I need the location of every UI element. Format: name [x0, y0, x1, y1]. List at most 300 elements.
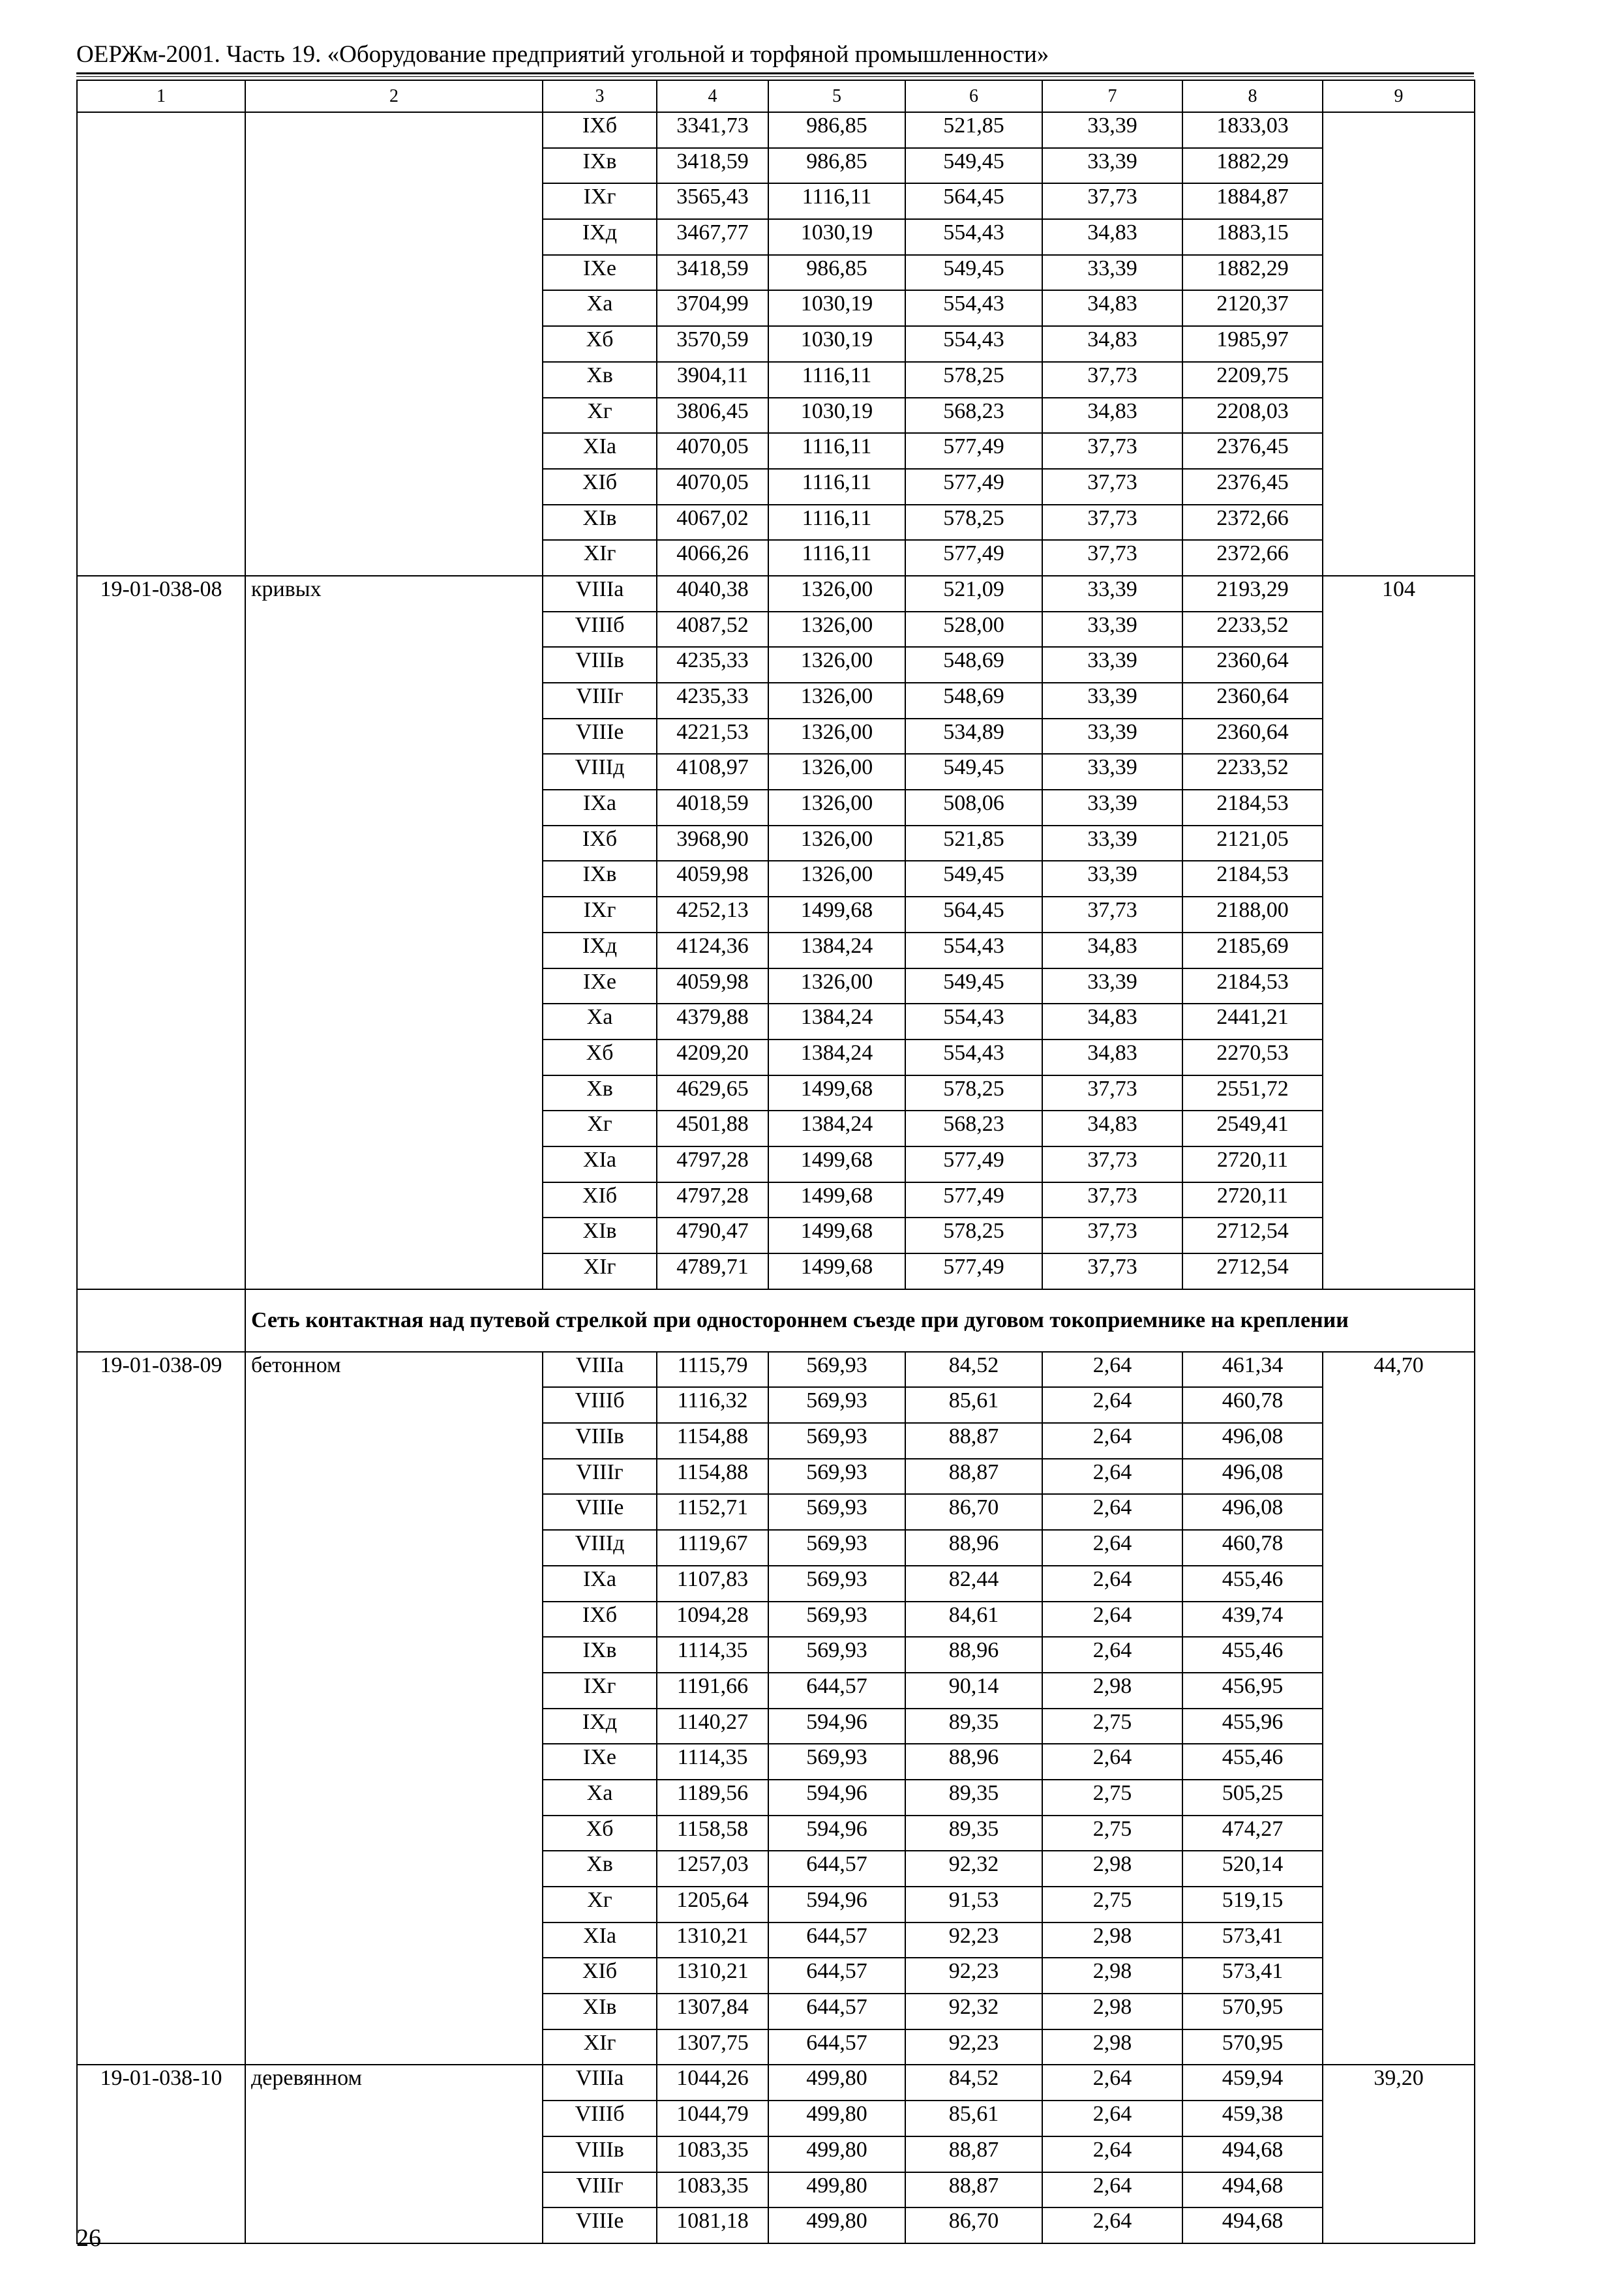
- value-cell: 2441,21: [1182, 1004, 1323, 1040]
- item-name-cell: [245, 2207, 543, 2243]
- item-name-cell: [245, 1887, 543, 1922]
- value-cell: 548,69: [905, 647, 1042, 683]
- col9-cell: [1323, 1780, 1475, 1816]
- value-cell: 4629,65: [657, 1075, 768, 1111]
- item-code-cell: [77, 1075, 245, 1111]
- col9-cell: [1323, 826, 1475, 861]
- value-cell: 986,85: [768, 255, 905, 291]
- item-name-cell: [245, 362, 543, 398]
- value-cell: 88,87: [905, 2172, 1042, 2208]
- item-name-cell: [245, 1387, 543, 1423]
- value-cell: 549,45: [905, 255, 1042, 291]
- value-cell: 1030,19: [768, 398, 905, 434]
- value-cell: 1882,29: [1182, 255, 1323, 291]
- value-cell: 3904,11: [657, 362, 768, 398]
- item-name-cell: [245, 1566, 543, 1602]
- value-cell: XIб: [543, 1958, 657, 1994]
- table-row: [77, 1494, 1475, 1530]
- value-cell: 521,09: [905, 576, 1042, 612]
- column-number-cell: 4: [657, 80, 768, 112]
- value-cell: Xа: [543, 1780, 657, 1816]
- item-name-cell: [245, 754, 543, 790]
- value-cell: IXе: [543, 968, 657, 1004]
- table-row: [77, 255, 1475, 291]
- value-cell: VIIIб: [543, 1387, 657, 1423]
- item-code-cell: [77, 683, 245, 719]
- value-cell: 2209,75: [1182, 362, 1323, 398]
- value-cell: 33,39: [1042, 861, 1182, 897]
- col9-cell: [1323, 1566, 1475, 1602]
- item-code-cell: [77, 1922, 245, 1958]
- item-name-cell: [245, 112, 543, 148]
- value-cell: 2,98: [1042, 1851, 1182, 1887]
- value-cell: 92,32: [905, 1994, 1042, 2029]
- col9-cell: [1323, 1673, 1475, 1709]
- item-name-cell: [245, 1922, 543, 1958]
- item-name-cell: [245, 540, 543, 576]
- value-cell: 2208,03: [1182, 398, 1323, 434]
- value-cell: 534,89: [905, 719, 1042, 755]
- table-row: [77, 1146, 1475, 1182]
- item-code-cell: [77, 1459, 245, 1495]
- value-cell: IXе: [543, 255, 657, 291]
- value-cell: 88,96: [905, 1744, 1042, 1780]
- value-cell: 508,06: [905, 790, 1042, 826]
- value-cell: 1883,15: [1182, 219, 1323, 255]
- value-cell: 455,46: [1182, 1637, 1323, 1673]
- value-cell: 84,52: [905, 1352, 1042, 1388]
- value-cell: 2,64: [1042, 1352, 1182, 1388]
- value-cell: 4209,20: [657, 1040, 768, 1075]
- value-cell: 86,70: [905, 1494, 1042, 1530]
- item-name-cell: [245, 1423, 543, 1459]
- col9-cell: [1323, 612, 1475, 648]
- item-name-cell: [245, 897, 543, 933]
- value-cell: VIIIа: [543, 576, 657, 612]
- value-cell: 460,78: [1182, 1530, 1323, 1566]
- col9-cell: [1323, 2029, 1475, 2065]
- col9-cell: [1323, 1887, 1475, 1922]
- value-cell: IXд: [543, 219, 657, 255]
- item-name-cell: [245, 1182, 543, 1218]
- item-code-cell: [77, 1253, 245, 1289]
- value-cell: 1116,11: [768, 183, 905, 219]
- table-row: [77, 790, 1475, 826]
- value-cell: 4252,13: [657, 897, 768, 933]
- item-code-cell: [77, 1673, 245, 1709]
- item-name-cell: [245, 683, 543, 719]
- value-cell: 2376,45: [1182, 469, 1323, 505]
- value-cell: 3570,59: [657, 326, 768, 362]
- item-name-cell: [245, 469, 543, 505]
- value-cell: 2720,11: [1182, 1182, 1323, 1218]
- table-body: [77, 80, 1475, 2243]
- value-cell: 554,43: [905, 1040, 1042, 1075]
- item-name-cell: [245, 1004, 543, 1040]
- table-row: [77, 469, 1475, 505]
- value-cell: 1833,03: [1182, 112, 1323, 148]
- value-cell: 2184,53: [1182, 861, 1323, 897]
- value-cell: 33,39: [1042, 112, 1182, 148]
- value-cell: 1326,00: [768, 861, 905, 897]
- column-number-cell: 8: [1182, 80, 1323, 112]
- value-cell: IXв: [543, 1637, 657, 1673]
- value-cell: 460,78: [1182, 1387, 1323, 1423]
- header-rule: [76, 72, 1474, 74]
- table-row: [77, 183, 1475, 219]
- value-cell: VIIIа: [543, 1352, 657, 1388]
- value-cell: 568,23: [905, 398, 1042, 434]
- value-cell: 2,98: [1042, 2029, 1182, 2065]
- value-cell: 4108,97: [657, 754, 768, 790]
- value-cell: 3341,73: [657, 112, 768, 148]
- item-code-cell: [77, 2136, 245, 2172]
- col9-cell: [1323, 754, 1475, 790]
- item-code-cell: [77, 290, 245, 326]
- column-number-cell: 9: [1323, 80, 1475, 112]
- item-name-cell: [245, 1530, 543, 1566]
- col9-cell: [1323, 933, 1475, 968]
- item-code-cell: [77, 2172, 245, 2208]
- value-cell: 1499,68: [768, 1182, 905, 1218]
- col9-cell: [1323, 647, 1475, 683]
- value-cell: 569,93: [768, 1637, 905, 1673]
- section-row: [77, 1289, 1475, 1352]
- value-cell: 1094,28: [657, 1602, 768, 1638]
- value-cell: VIIIг: [543, 683, 657, 719]
- value-cell: 494,68: [1182, 2136, 1323, 2172]
- value-cell: 85,61: [905, 1387, 1042, 1423]
- value-cell: 2,64: [1042, 1602, 1182, 1638]
- value-cell: 1154,88: [657, 1423, 768, 1459]
- table-row: [77, 1673, 1475, 1709]
- value-cell: IXб: [543, 112, 657, 148]
- item-name-cell: деревянном: [245, 2065, 543, 2101]
- col9-cell: [1323, 505, 1475, 541]
- value-cell: 455,46: [1182, 1744, 1323, 1780]
- value-cell: 2,75: [1042, 1709, 1182, 1744]
- col9-cell: [1323, 362, 1475, 398]
- value-cell: 2,98: [1042, 1673, 1182, 1709]
- value-cell: 37,73: [1042, 362, 1182, 398]
- value-cell: 2,98: [1042, 1994, 1182, 2029]
- item-code-cell: [77, 1218, 245, 1253]
- table-row: [77, 1922, 1475, 1958]
- item-code-cell: [77, 1780, 245, 1816]
- value-cell: 1326,00: [768, 647, 905, 683]
- value-cell: 33,39: [1042, 647, 1182, 683]
- value-cell: 554,43: [905, 326, 1042, 362]
- value-cell: 84,61: [905, 1602, 1042, 1638]
- value-cell: 2,64: [1042, 1744, 1182, 1780]
- item-code-cell: [77, 1423, 245, 1459]
- value-cell: 1326,00: [768, 719, 905, 755]
- value-cell: 1030,19: [768, 290, 905, 326]
- value-cell: IXв: [543, 148, 657, 184]
- value-cell: 528,00: [905, 612, 1042, 648]
- value-cell: 92,23: [905, 1922, 1042, 1958]
- value-cell: 4018,59: [657, 790, 768, 826]
- value-cell: XIа: [543, 1922, 657, 1958]
- col9-cell: [1323, 1146, 1475, 1182]
- value-cell: 577,49: [905, 1253, 1042, 1289]
- value-cell: 570,95: [1182, 1994, 1323, 2029]
- item-name-cell: [245, 861, 543, 897]
- table-row: [77, 1218, 1475, 1253]
- col9-cell: [1323, 1075, 1475, 1111]
- value-cell: 37,73: [1042, 1218, 1182, 1253]
- col9-cell: [1323, 1218, 1475, 1253]
- item-name-cell: [245, 1075, 543, 1111]
- item-code-cell: 19-01-038-10: [77, 2065, 245, 2101]
- value-cell: 549,45: [905, 148, 1042, 184]
- table-row: [77, 362, 1475, 398]
- value-cell: 505,25: [1182, 1780, 1323, 1816]
- value-cell: 461,34: [1182, 1352, 1323, 1388]
- value-cell: 88,87: [905, 1459, 1042, 1495]
- item-name-cell: [245, 398, 543, 434]
- item-name-cell: [245, 505, 543, 541]
- value-cell: 33,39: [1042, 255, 1182, 291]
- value-cell: 85,61: [905, 2101, 1042, 2136]
- value-cell: 573,41: [1182, 1922, 1323, 1958]
- item-name-cell: кривых: [245, 576, 543, 612]
- item-code-cell: [77, 1994, 245, 2029]
- table-row: [77, 398, 1475, 434]
- value-cell: 499,80: [768, 2136, 905, 2172]
- item-code-cell: [77, 362, 245, 398]
- table-row: [77, 2065, 1475, 2101]
- value-cell: 1189,56: [657, 1780, 768, 1816]
- value-cell: 1030,19: [768, 326, 905, 362]
- col9-cell: [1323, 183, 1475, 219]
- value-cell: 459,94: [1182, 2065, 1323, 2101]
- value-cell: 88,96: [905, 1637, 1042, 1673]
- value-cell: 1499,68: [768, 1253, 905, 1289]
- value-cell: 569,93: [768, 1352, 905, 1388]
- item-name-cell: [245, 148, 543, 184]
- value-cell: 4797,28: [657, 1182, 768, 1218]
- col9-cell: [1323, 326, 1475, 362]
- value-cell: XIв: [543, 1218, 657, 1253]
- item-code-cell: [77, 183, 245, 219]
- table-row: [77, 326, 1475, 362]
- value-cell: 2184,53: [1182, 968, 1323, 1004]
- item-name-cell: [245, 1851, 543, 1887]
- item-code-cell: [77, 1494, 245, 1530]
- item-code-cell: [77, 897, 245, 933]
- value-cell: 37,73: [1042, 1182, 1182, 1218]
- table-row: [77, 897, 1475, 933]
- value-cell: 1116,11: [768, 540, 905, 576]
- item-name-cell: [245, 2101, 543, 2136]
- value-cell: 569,93: [768, 1566, 905, 1602]
- value-cell: VIIIг: [543, 1459, 657, 1495]
- item-name-cell: [245, 1253, 543, 1289]
- value-cell: 594,96: [768, 1887, 905, 1922]
- value-cell: 86,70: [905, 2207, 1042, 2243]
- table-row: [77, 933, 1475, 968]
- value-cell: 644,57: [768, 1922, 905, 1958]
- value-cell: 37,73: [1042, 469, 1182, 505]
- table-row: [77, 1994, 1475, 2029]
- value-cell: 2,64: [1042, 2172, 1182, 2208]
- header-rule-thin: [76, 76, 1474, 77]
- table-row: [77, 1887, 1475, 1922]
- value-cell: 644,57: [768, 2029, 905, 2065]
- value-cell: 4790,47: [657, 1218, 768, 1253]
- table-row: [77, 1602, 1475, 1638]
- value-cell: 569,93: [768, 1602, 905, 1638]
- value-cell: 34,83: [1042, 1004, 1182, 1040]
- value-cell: Xа: [543, 290, 657, 326]
- col9-cell: [1323, 897, 1475, 933]
- value-cell: 578,25: [905, 1075, 1042, 1111]
- col9-cell: [1323, 540, 1475, 576]
- item-name-cell: [245, 826, 543, 861]
- item-code-cell: [77, 968, 245, 1004]
- table-row: [77, 1040, 1475, 1075]
- item-name-cell: [245, 1780, 543, 1816]
- value-cell: IXб: [543, 1602, 657, 1638]
- value-cell: 3418,59: [657, 148, 768, 184]
- value-cell: 499,80: [768, 2101, 905, 2136]
- table-row: [77, 647, 1475, 683]
- column-number-cell: 3: [543, 80, 657, 112]
- value-cell: 569,93: [768, 1423, 905, 1459]
- item-name-cell: [245, 1958, 543, 1994]
- section-blank-cell: [77, 1289, 245, 1352]
- item-code-cell: [77, 1566, 245, 1602]
- value-cell: Xг: [543, 398, 657, 434]
- value-cell: 549,45: [905, 861, 1042, 897]
- value-cell: VIIIб: [543, 612, 657, 648]
- table-row: [77, 219, 1475, 255]
- value-cell: 1307,75: [657, 2029, 768, 2065]
- value-cell: 92,32: [905, 1851, 1042, 1887]
- value-cell: 2121,05: [1182, 826, 1323, 861]
- value-cell: VIIIв: [543, 2136, 657, 2172]
- value-cell: 34,83: [1042, 290, 1182, 326]
- table-row: [77, 1958, 1475, 1994]
- column-number-cell: 7: [1042, 80, 1182, 112]
- value-cell: Xб: [543, 326, 657, 362]
- value-cell: 594,96: [768, 1709, 905, 1744]
- value-cell: VIIIе: [543, 2207, 657, 2243]
- col9-cell: [1323, 1253, 1475, 1289]
- table-row: [77, 1566, 1475, 1602]
- col9-cell: [1323, 148, 1475, 184]
- value-cell: 89,35: [905, 1816, 1042, 1851]
- value-cell: 1158,58: [657, 1816, 768, 1851]
- value-cell: 2193,29: [1182, 576, 1323, 612]
- value-cell: 3418,59: [657, 255, 768, 291]
- value-cell: Xв: [543, 362, 657, 398]
- col9-cell: [1323, 219, 1475, 255]
- col9-cell: [1323, 1004, 1475, 1040]
- value-cell: 3467,77: [657, 219, 768, 255]
- col9-cell: [1323, 1387, 1475, 1423]
- value-cell: 88,87: [905, 2136, 1042, 2172]
- value-cell: 986,85: [768, 148, 905, 184]
- value-cell: 4379,88: [657, 1004, 768, 1040]
- item-code-cell: [77, 255, 245, 291]
- value-cell: 33,39: [1042, 612, 1182, 648]
- value-cell: 564,45: [905, 897, 1042, 933]
- col9-cell: [1323, 2136, 1475, 2172]
- table-row: [77, 1530, 1475, 1566]
- value-cell: 1499,68: [768, 1146, 905, 1182]
- value-cell: 33,39: [1042, 719, 1182, 755]
- item-code-cell: [77, 1709, 245, 1744]
- value-cell: 521,85: [905, 112, 1042, 148]
- value-cell: 569,93: [768, 1494, 905, 1530]
- value-cell: 2,75: [1042, 1816, 1182, 1851]
- table-row: [77, 148, 1475, 184]
- value-cell: IXе: [543, 1744, 657, 1780]
- col9-cell: 39,20: [1323, 2065, 1475, 2101]
- value-cell: 33,39: [1042, 826, 1182, 861]
- table-row: [77, 1780, 1475, 1816]
- item-code-cell: [77, 112, 245, 148]
- value-cell: 2,75: [1042, 1780, 1182, 1816]
- value-cell: 1083,35: [657, 2136, 768, 2172]
- value-cell: 644,57: [768, 1958, 905, 1994]
- item-code-cell: [77, 1387, 245, 1423]
- col9-cell: 44,70: [1323, 1352, 1475, 1388]
- value-cell: Xб: [543, 1816, 657, 1851]
- item-name-cell: [245, 1602, 543, 1638]
- item-name-cell: [245, 1494, 543, 1530]
- value-cell: IXа: [543, 790, 657, 826]
- item-code-cell: [77, 2101, 245, 2136]
- value-cell: 89,35: [905, 1780, 1042, 1816]
- table-row: [77, 1709, 1475, 1744]
- value-cell: Xг: [543, 1887, 657, 1922]
- value-cell: 33,39: [1042, 683, 1182, 719]
- value-cell: VIIIв: [543, 1423, 657, 1459]
- value-cell: 1384,24: [768, 1040, 905, 1075]
- value-cell: 521,85: [905, 826, 1042, 861]
- value-cell: 573,41: [1182, 1958, 1323, 1994]
- value-cell: 2360,64: [1182, 647, 1323, 683]
- value-cell: 456,95: [1182, 1673, 1323, 1709]
- value-cell: 1114,35: [657, 1744, 768, 1780]
- value-cell: 1191,66: [657, 1673, 768, 1709]
- table-row: [77, 1253, 1475, 1289]
- item-code-cell: 19-01-038-09: [77, 1352, 245, 1388]
- col9-cell: [1323, 1530, 1475, 1566]
- item-code-cell: [77, 1851, 245, 1887]
- value-cell: 554,43: [905, 290, 1042, 326]
- value-cell: 549,45: [905, 968, 1042, 1004]
- value-cell: 33,39: [1042, 576, 1182, 612]
- value-cell: IXв: [543, 861, 657, 897]
- item-code-cell: [77, 219, 245, 255]
- item-code-cell: [77, 754, 245, 790]
- value-cell: 577,49: [905, 469, 1042, 505]
- value-cell: 2,64: [1042, 2207, 1182, 2243]
- value-cell: 499,80: [768, 2172, 905, 2208]
- value-cell: XIа: [543, 433, 657, 469]
- value-cell: 2,98: [1042, 1922, 1182, 1958]
- value-cell: 459,38: [1182, 2101, 1323, 2136]
- col9-cell: [1323, 719, 1475, 755]
- value-cell: 577,49: [905, 1146, 1042, 1182]
- item-name-cell: [245, 1637, 543, 1673]
- value-cell: 2,64: [1042, 2101, 1182, 2136]
- value-cell: 1499,68: [768, 1218, 905, 1253]
